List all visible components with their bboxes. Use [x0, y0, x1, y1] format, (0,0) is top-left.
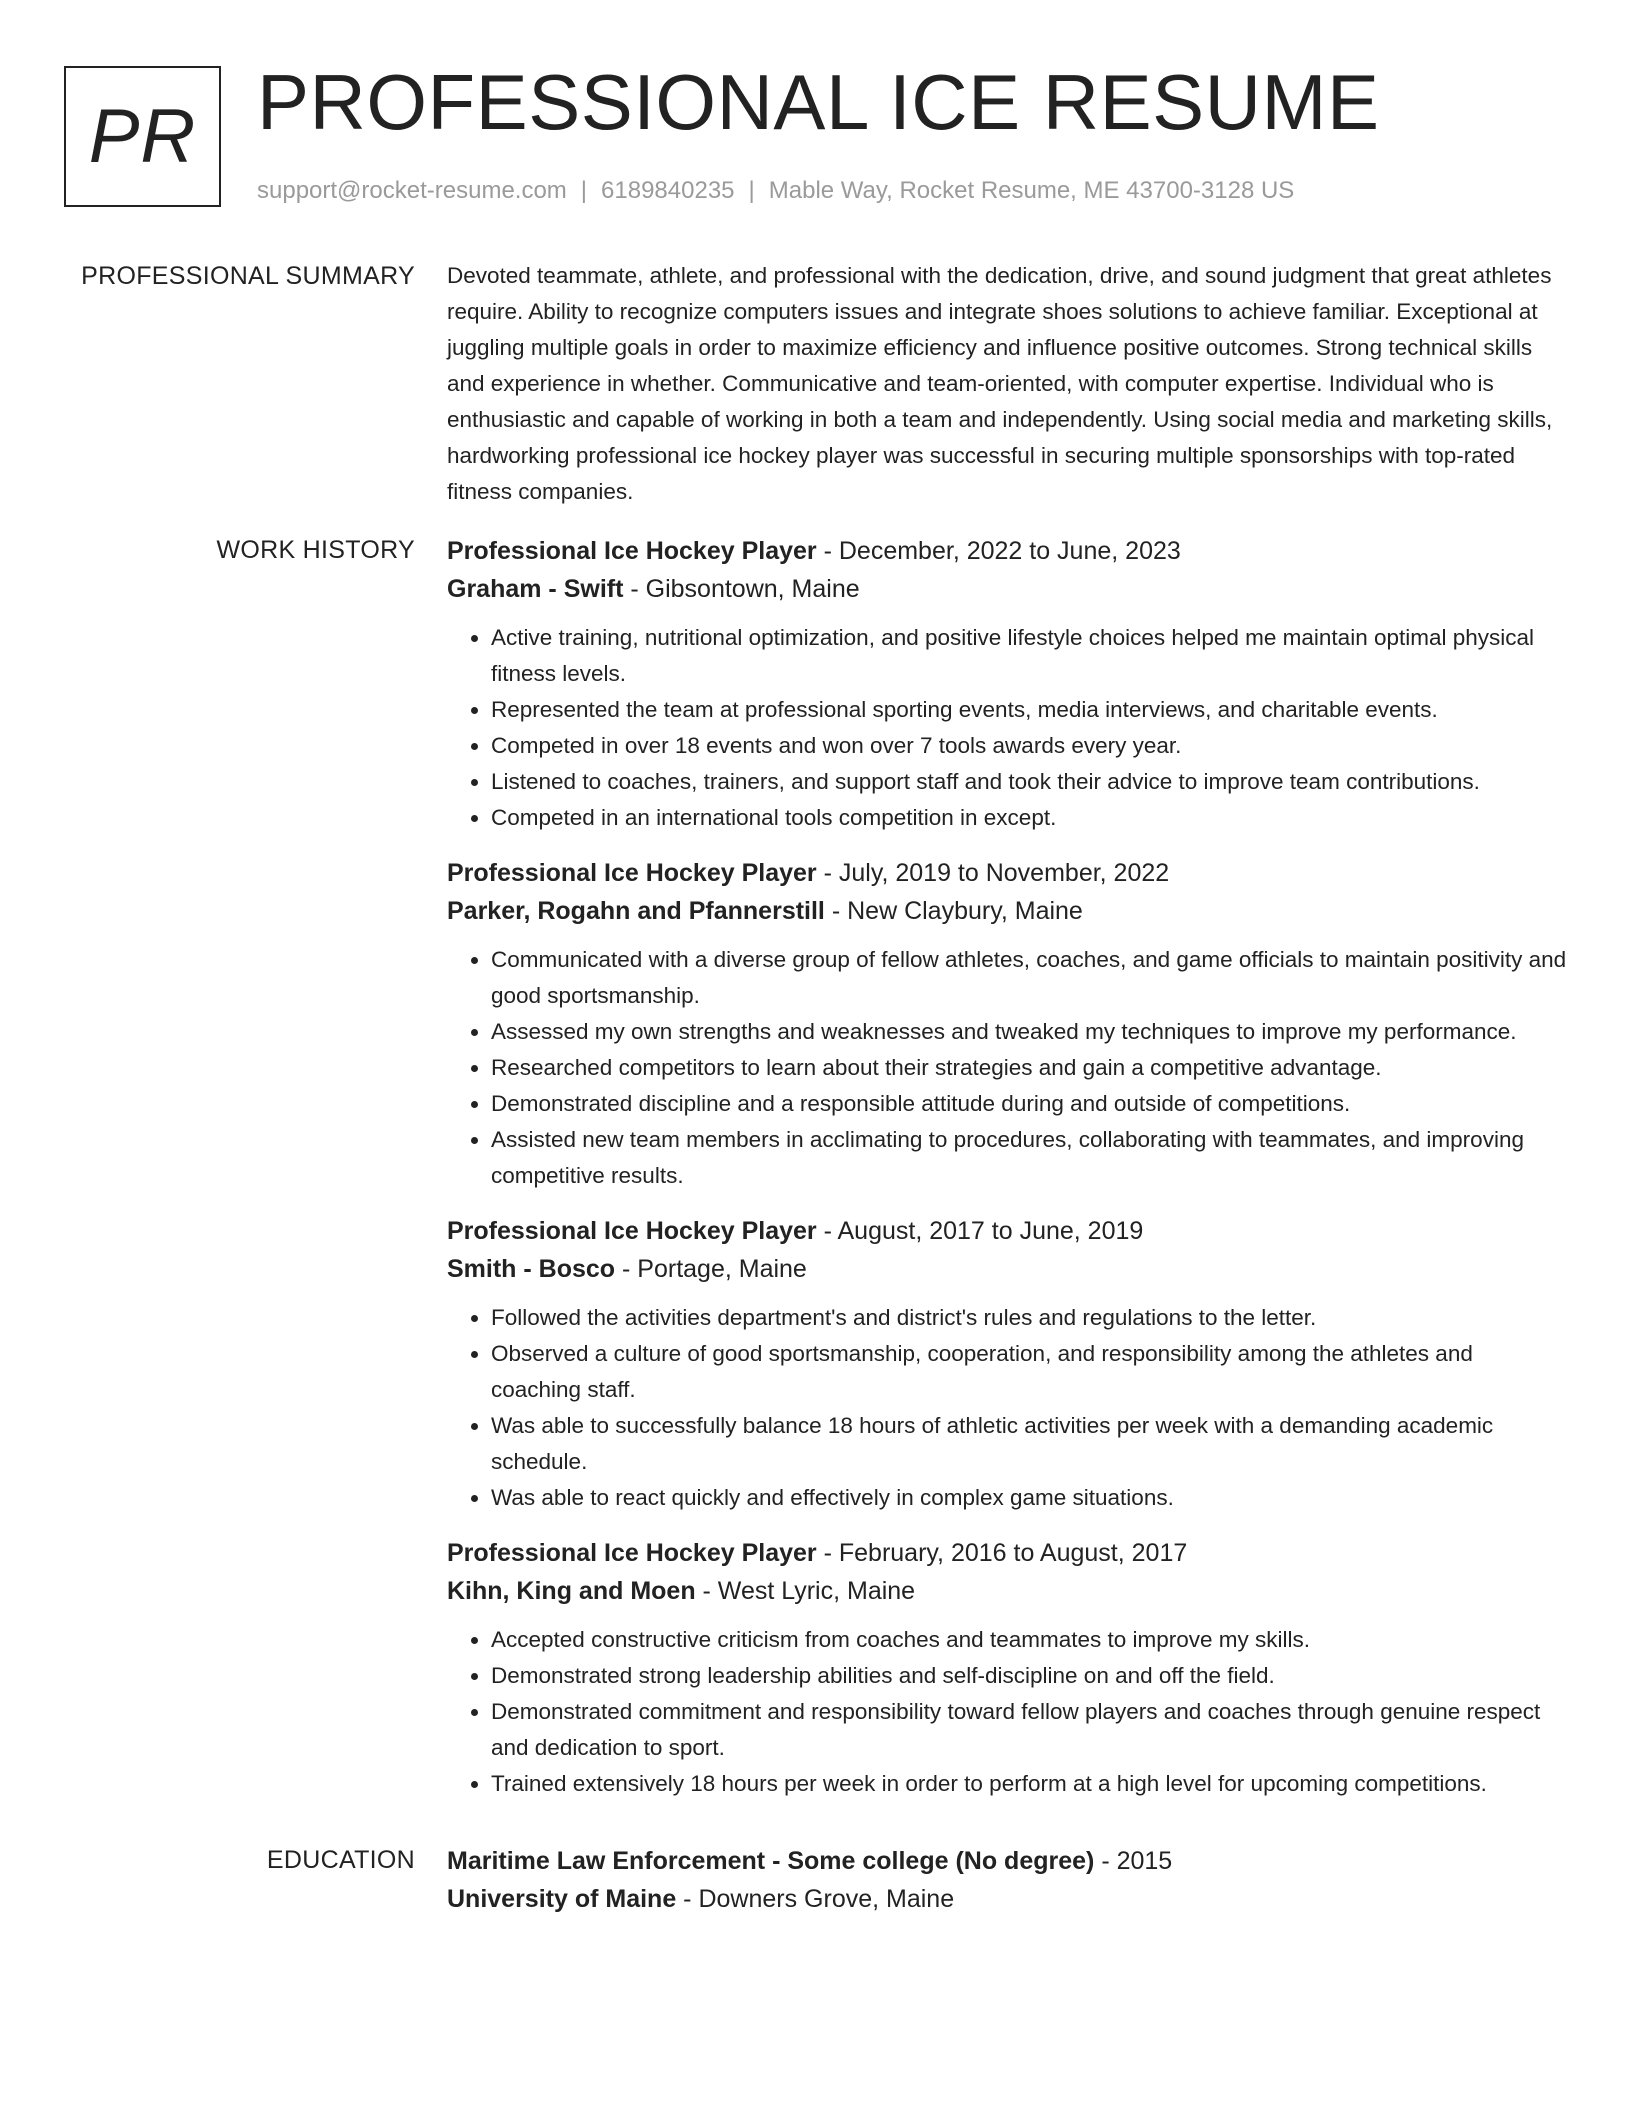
- job-entry: [447, 532, 1567, 836]
- job-location: - Gibsontown, Maine: [623, 575, 860, 603]
- job-bullet-list: [447, 1300, 1567, 1516]
- job-location: - New Claybury, Maine: [824, 897, 1083, 925]
- job-bullet: • Researched competitors to learn about their strategies and gain a competitive advantage.: [491, 1050, 1567, 1086]
- summary-section-body: [447, 258, 1567, 510]
- job-entry: [447, 854, 1567, 1194]
- job-dates: - December, 2022 to June, 2023: [816, 537, 1181, 565]
- job-dates: - July, 2019 to November, 2022: [816, 859, 1170, 887]
- job-bullet-list: [447, 942, 1567, 1194]
- job-bullet: • Demonstrated discipline and a responsible attitude during and outside of competitions.: [491, 1086, 1567, 1122]
- work-history-section-label: WORK HISTORY: [216, 536, 415, 564]
- resume-title: PROFESSIONAL ICE RESUME: [257, 58, 1380, 146]
- education-school: University of Maine: [447, 1885, 677, 1913]
- contact-separator: |: [748, 177, 755, 204]
- job-bullet-list: [447, 620, 1567, 836]
- job-entry: [447, 1534, 1567, 1802]
- job-title-line: [447, 1534, 1567, 1572]
- job-title: Professional Ice Hockey Player: [447, 537, 817, 565]
- job-bullet: • Active training, nutritional optimization, and positive lifestyle choices helped me maintain optimal physical fitness levels.: [491, 620, 1567, 692]
- contact-email[interactable]: support@rocket-resume.com: [257, 177, 567, 204]
- monogram-logo: PR: [64, 66, 221, 207]
- job-bullet: • Accepted constructive criticism from coaches and teammates to improve my skills.: [491, 1622, 1567, 1658]
- job-bullet: • Observed a culture of good sportsmanship, cooperation, and responsibility among the athletes and coaching staff.: [491, 1336, 1567, 1408]
- job-company: Parker, Rogahn and Pfannerstill: [447, 897, 825, 925]
- job-entry: [447, 1212, 1567, 1516]
- job-location: - West Lyric, Maine: [695, 1577, 916, 1605]
- job-company-line: [447, 1572, 1567, 1610]
- education-degree: Maritime Law Enforcement - Some college (No degree): [447, 1847, 1095, 1875]
- education-year: - 2015: [1094, 1847, 1173, 1875]
- contact-line: [257, 175, 1294, 207]
- job-dates: - August, 2017 to June, 2019: [816, 1217, 1144, 1245]
- contact-separator: |: [580, 177, 588, 204]
- job-bullet: • Listened to coaches, trainers, and support staff and took their advice to improve team contributions.: [491, 764, 1567, 800]
- education-section-label: EDUCATION: [266, 1846, 415, 1874]
- job-title-line: [447, 532, 1567, 570]
- job-dates: - February, 2016 to August, 2017: [816, 1539, 1188, 1567]
- summary-section-label: PROFESSIONAL SUMMARY: [81, 262, 415, 290]
- work-history-section: [0, 532, 1632, 1820]
- education-section: [0, 1842, 1632, 1918]
- job-bullet: • Assessed my own strengths and weaknesses and tweaked my techniques to improve my performance.: [491, 1014, 1567, 1050]
- education-location: - Downers Grove, Maine: [676, 1885, 955, 1913]
- job-company: Graham - Swift: [447, 575, 624, 603]
- job-bullet: • Assisted new team members in acclimating to procedures, collaborating with teammates, and improving competitive results.: [491, 1122, 1567, 1194]
- job-bullet: • Demonstrated commitment and responsibility toward fellow players and coaches through genuine respect and dedication to sport.: [491, 1694, 1567, 1766]
- contact-phone[interactable]: 6189840235: [601, 177, 735, 204]
- work-history-section-body: [447, 532, 1567, 1820]
- job-title-line: [447, 854, 1567, 892]
- job-bullet: • Trained extensively 18 hours per week in order to perform at a high level for upcoming competitions.: [491, 1766, 1567, 1802]
- education-school-line: [447, 1880, 1567, 1918]
- job-company-line: [447, 892, 1567, 930]
- job-company-line: [447, 570, 1567, 608]
- job-title-line: [447, 1212, 1567, 1250]
- resume-sections: [0, 258, 1632, 1940]
- job-bullet: • Competed in an international tools competition in except.: [491, 800, 1567, 836]
- job-bullet: • Represented the team at professional sporting events, media interviews, and charitable events.: [491, 692, 1567, 728]
- job-company: Kihn, King and Moen: [447, 1577, 696, 1605]
- contact-address: Mable Way, Rocket Resume, ME 43700-3128 US: [768, 177, 1295, 204]
- job-bullet: • Competed in over 18 events and won over 7 tools awards every year.: [491, 728, 1567, 764]
- job-title: Professional Ice Hockey Player: [447, 1539, 817, 1567]
- job-title: Professional Ice Hockey Player: [447, 859, 817, 887]
- job-title: Professional Ice Hockey Player: [447, 1217, 817, 1245]
- job-bullet-list: [447, 1622, 1567, 1802]
- job-bullet: • Followed the activities department's and district's rules and regulations to the letter.: [491, 1300, 1567, 1336]
- job-bullet: • Communicated with a diverse group of fellow athletes, coaches, and game officials to maintain positivity and good sportsmanship.: [491, 942, 1567, 1014]
- job-bullet: • Was able to successfully balance 18 hours of athletic activities per week with a demanding academic schedule.: [491, 1408, 1567, 1480]
- job-company: Smith - Bosco: [447, 1255, 616, 1283]
- job-bullet: • Demonstrated strong leadership abilities and self-discipline on and off the field.: [491, 1658, 1567, 1694]
- education-section-body: [447, 1842, 1567, 1918]
- job-location: - Portage, Maine: [615, 1255, 807, 1283]
- summary-section: [0, 258, 1632, 510]
- summary-text: Devoted teammate, athlete, and professional with the dedication, drive, and sound judgment that great athletes require. Ability to recognize computers issues and integrate shoes solutions to achieve familiar. Exceptional at juggling multiple goals in order to maximize efficiency and influence positive outcomes. Strong technical skills and experience in whether. Communicative and team-oriented, with computer expertise. Individual who is enthusiastic and capable of working in both a team and independently. Using social media and marketing skills, hardworking professional ice hockey player was successful in securing multiple sponsorships with top-rated fitness companies.: [447, 263, 1553, 504]
- job-bullet: • Was able to react quickly and effectively in complex game situations.: [491, 1480, 1567, 1516]
- education-degree-line: [447, 1842, 1567, 1880]
- job-company-line: [447, 1250, 1567, 1288]
